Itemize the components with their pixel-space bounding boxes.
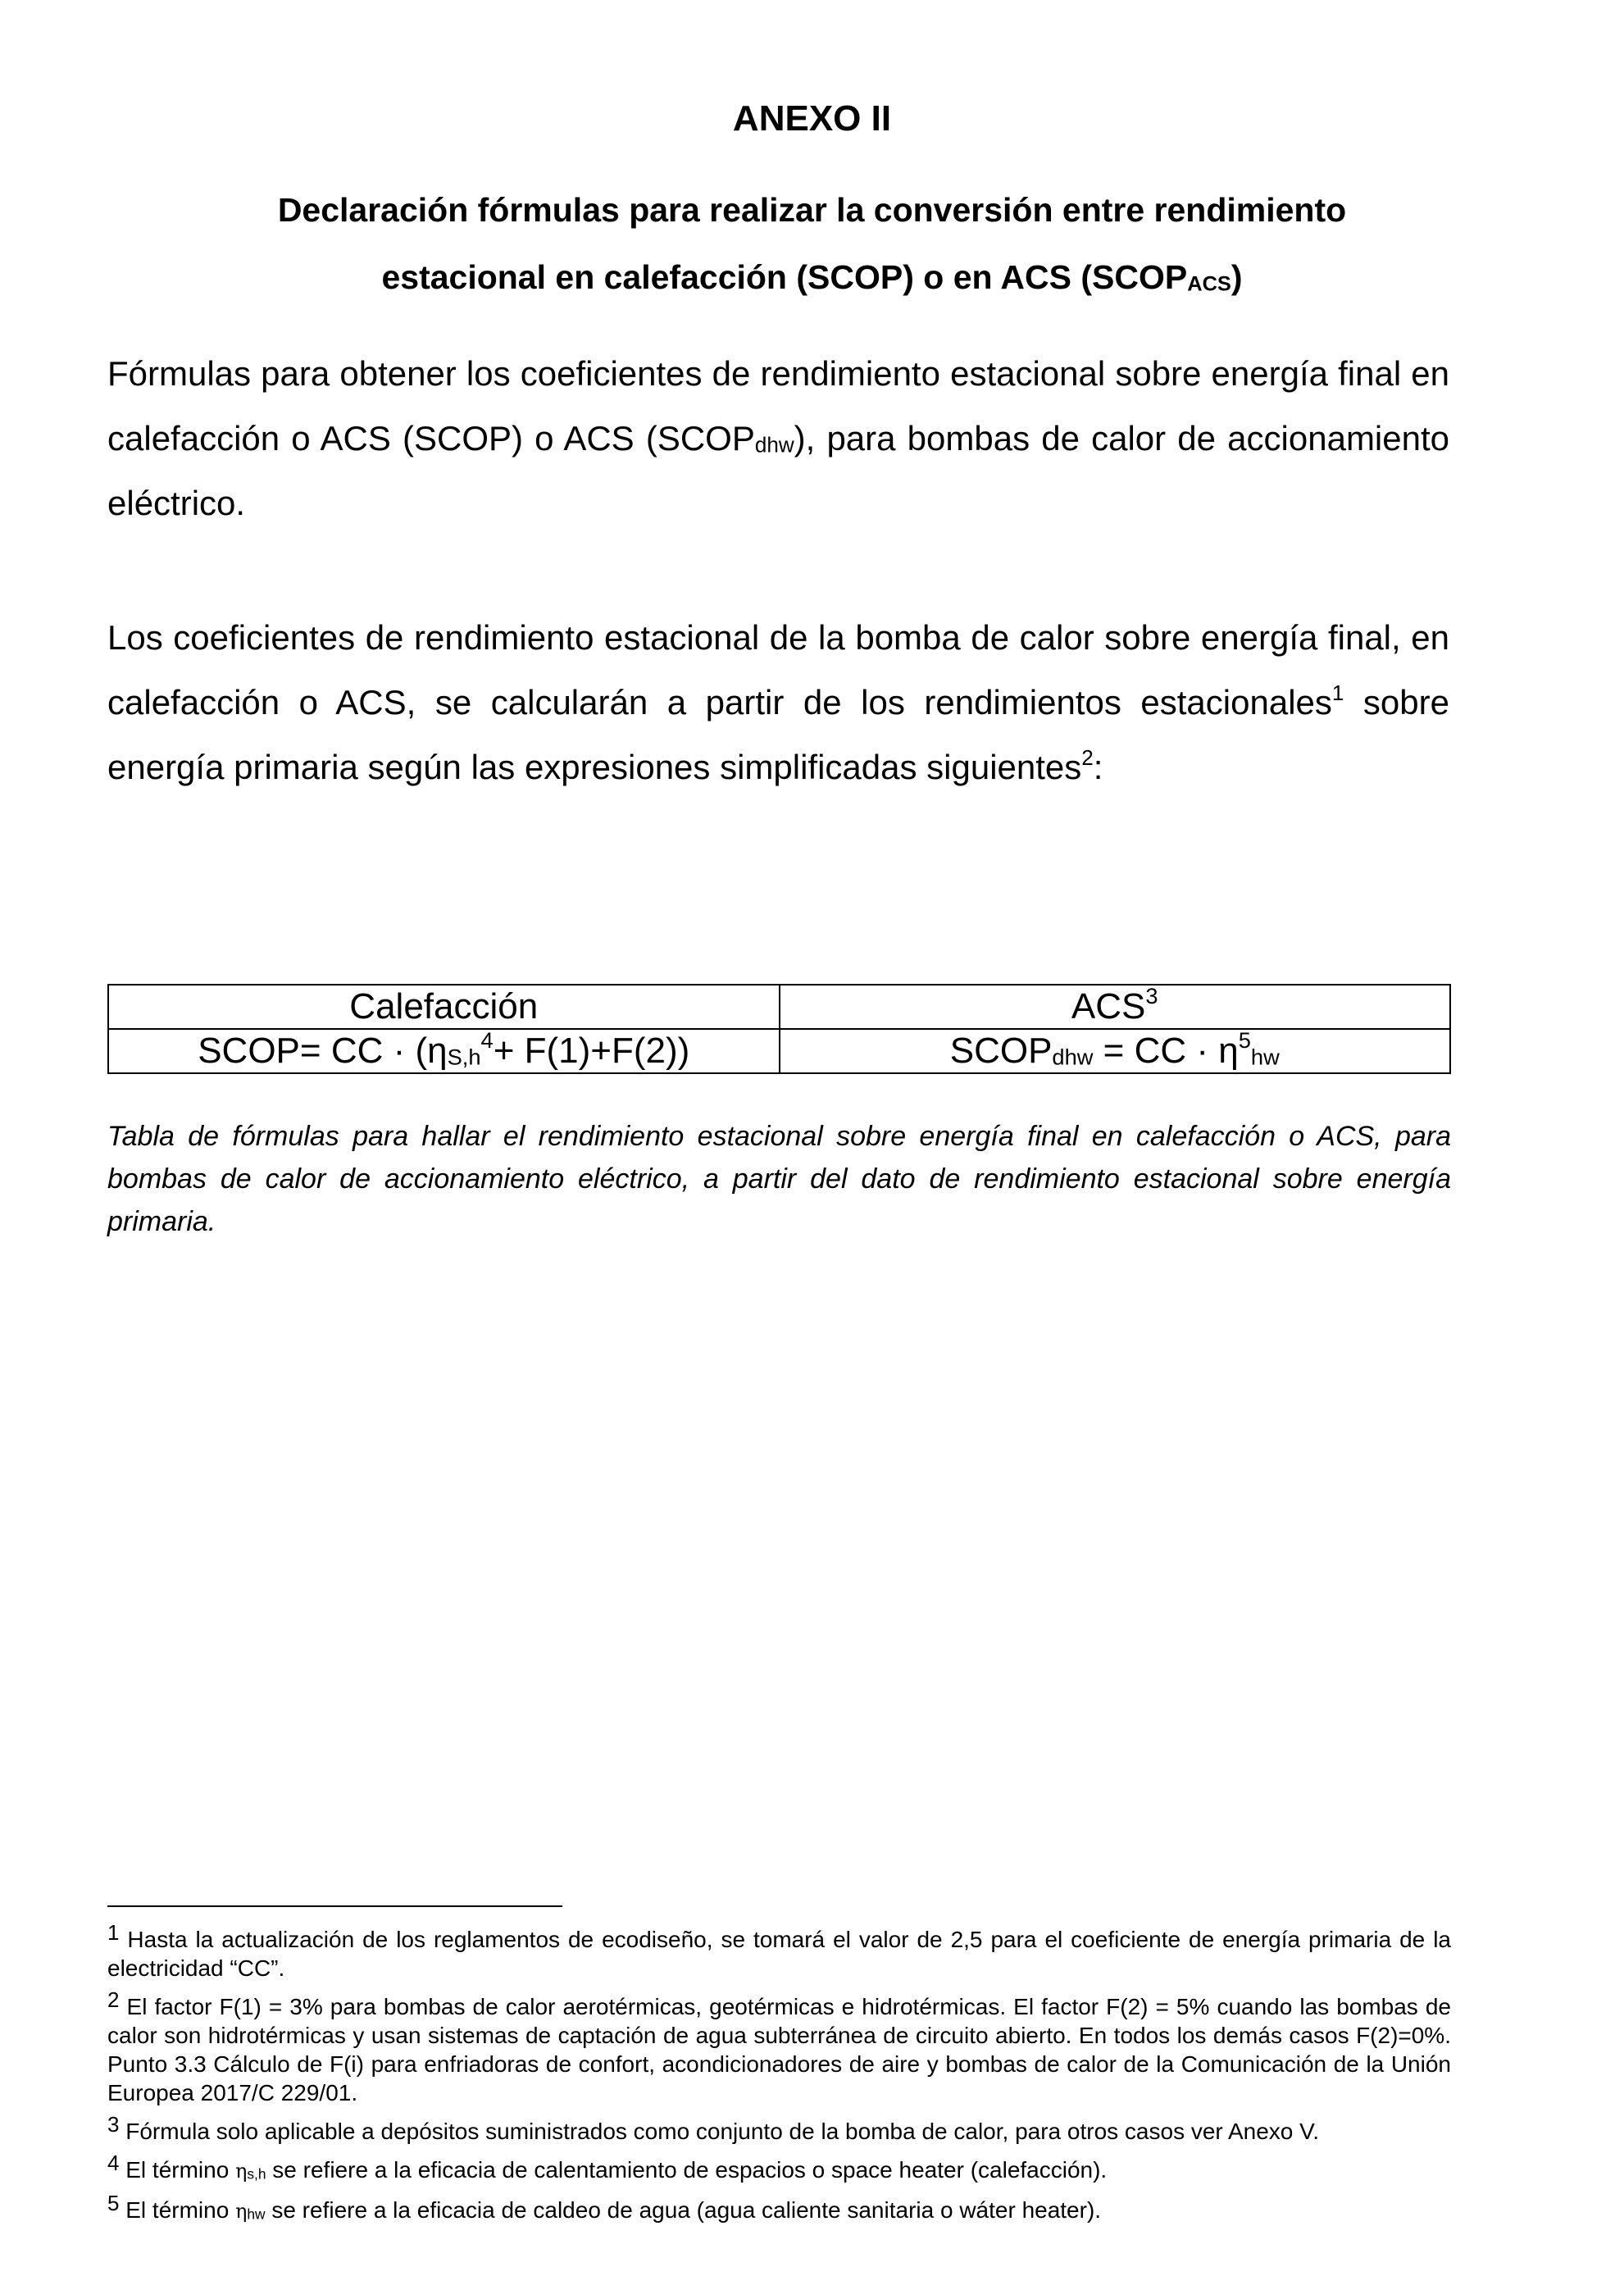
method-text-a: Los coeficientes de rendimiento estacional de la bomba de calor sobre energía final, en calefacción o ACS, se calcularán a partir de los rendimientos estacionales — [107, 618, 1449, 721]
footnote-ref-1[interactable]: 1 — [1331, 681, 1344, 706]
method-text-c: : — [1093, 748, 1103, 786]
footnote-5-eta: η — [235, 2200, 248, 2223]
intro-paragraph — [107, 341, 1449, 535]
footnote-5-pre: El término — [119, 2197, 236, 2223]
footnote-1 — [107, 1920, 1451, 1982]
annex-title: ANEXO II — [732, 98, 892, 139]
footnote-4-sub: s,h — [247, 2165, 266, 2183]
intro-text-b: ), para bombas de calor de accionamiento eléctrico. — [107, 419, 1449, 522]
formula-calefaccion — [108, 1029, 780, 1073]
footnote-4-pre: El término — [119, 2157, 236, 2183]
footnote-ref-4[interactable]: 4 — [480, 1027, 494, 1054]
header-acs-label: ACS — [1071, 986, 1146, 1026]
subtitle-line-2-close: ) — [1231, 258, 1243, 296]
formula-table — [107, 984, 1451, 1074]
formula-right-sub2: hw — [1250, 1044, 1280, 1070]
footnote-2-text: El factor F(1) = 3% para bombas de calor aerotérmicas, geotérmicas e hidrotérmicas. El factor F(2) = 5% cuando las bombas de calor son hidrotérmicas y usan sistemas de captación de agua subterránea de circuito abierto. En todos los demás casos F(2)=0%. Punto 3.3 Cálculo de F(i) para enfriadoras de confort, acondicionadores de aire y bombas de calor de la Comunicación de la Unión Europea 2017/C 229/01. — [107, 1994, 1451, 2105]
formula-right-sub: dhw — [1052, 1044, 1094, 1070]
subtitle-line-2-text: estacional en calefacción (SCOP) o en ACS (SCOP — [381, 258, 1188, 296]
footnote-3 — [107, 2112, 1451, 2146]
header-acs — [780, 985, 1451, 1029]
footnote-ref-5[interactable]: 5 — [1238, 1027, 1251, 1054]
footnote-4 — [107, 2151, 1451, 2186]
footnote-5 — [107, 2191, 1451, 2226]
footnote-5-number: 5 — [107, 2191, 120, 2215]
table-formula-row — [108, 1029, 1450, 1073]
formula-left-sub: S,h — [447, 1044, 481, 1070]
footnote-2 — [107, 1987, 1451, 2107]
table-caption: Tabla de fórmulas para hallar el rendimiento estacional sobre energía final en calefacción o ACS, para bombas de calor de accionamiento eléctrico, a partir del dato de rendimiento estacional sobre energía primaria. — [107, 1121, 1451, 1237]
footnote-2-number: 2 — [107, 1987, 120, 2012]
footnote-3-number: 3 — [107, 2112, 120, 2137]
header-calefaccion-label: Calefacción — [349, 986, 539, 1026]
footnote-4-eta: η — [235, 2160, 248, 2183]
formula-right-mid: = CC · η — [1093, 1031, 1239, 1071]
footnote-4-number: 4 — [107, 2151, 120, 2175]
intro-subscript: dhw — [754, 432, 794, 457]
table-header-row — [108, 985, 1450, 1029]
method-text-b: sobre energía primaria según las expresiones simplificadas siguientes — [107, 683, 1449, 786]
method-paragraph — [107, 605, 1449, 799]
header-calefaccion — [108, 985, 780, 1029]
formula-right-pre: SCOP — [949, 1031, 1053, 1071]
formula-left-post: + F(1)+F(2)) — [493, 1031, 690, 1071]
footnote-1-text: Hasta la actualización de los reglamentos de ecodiseño, se tomará el valor de 2,5 para el coeficiente de energía primaria de la electricidad “CC”. — [107, 1927, 1451, 1981]
footnote-5-sub: hw — [247, 2205, 266, 2223]
formula-acs — [780, 1029, 1451, 1073]
footnotes — [107, 1920, 1451, 2236]
footnote-ref-2[interactable]: 2 — [1081, 745, 1094, 771]
intro-text-a: Fórmulas para obtener los coeficientes de rendimiento estacional sobre energía final en calefacción o ACS (SCOP) o ACS (SCOP — [107, 354, 1449, 457]
footnote-5-post: se refiere a la eficacia de caldeo de agua (agua caliente sanitaria o wáter heater). — [265, 2197, 1102, 2223]
footnote-3-text: Fórmula solo aplicable a depósitos suministrados como conjunto de la bomba de calor, para otros casos ver Anexo V. — [119, 2119, 1320, 2144]
footnote-4-post: se refiere a la eficacia de calentamiento de espacios o space heater (calefacción). — [266, 2157, 1108, 2183]
subtitle-line-1: Declaración fórmulas para realizar la conversión entre rendimiento — [277, 191, 1347, 229]
subtitle-subscript: ACS — [1187, 272, 1231, 296]
footnote-ref-3[interactable]: 3 — [1145, 983, 1158, 1009]
footnote-1-number: 1 — [107, 1920, 120, 1945]
formula-left-pre: SCOP= CC · (η — [198, 1031, 448, 1071]
subtitle-line-2 — [139, 244, 1485, 311]
document-subtitle — [139, 176, 1485, 311]
footnote-separator — [107, 1905, 562, 1907]
